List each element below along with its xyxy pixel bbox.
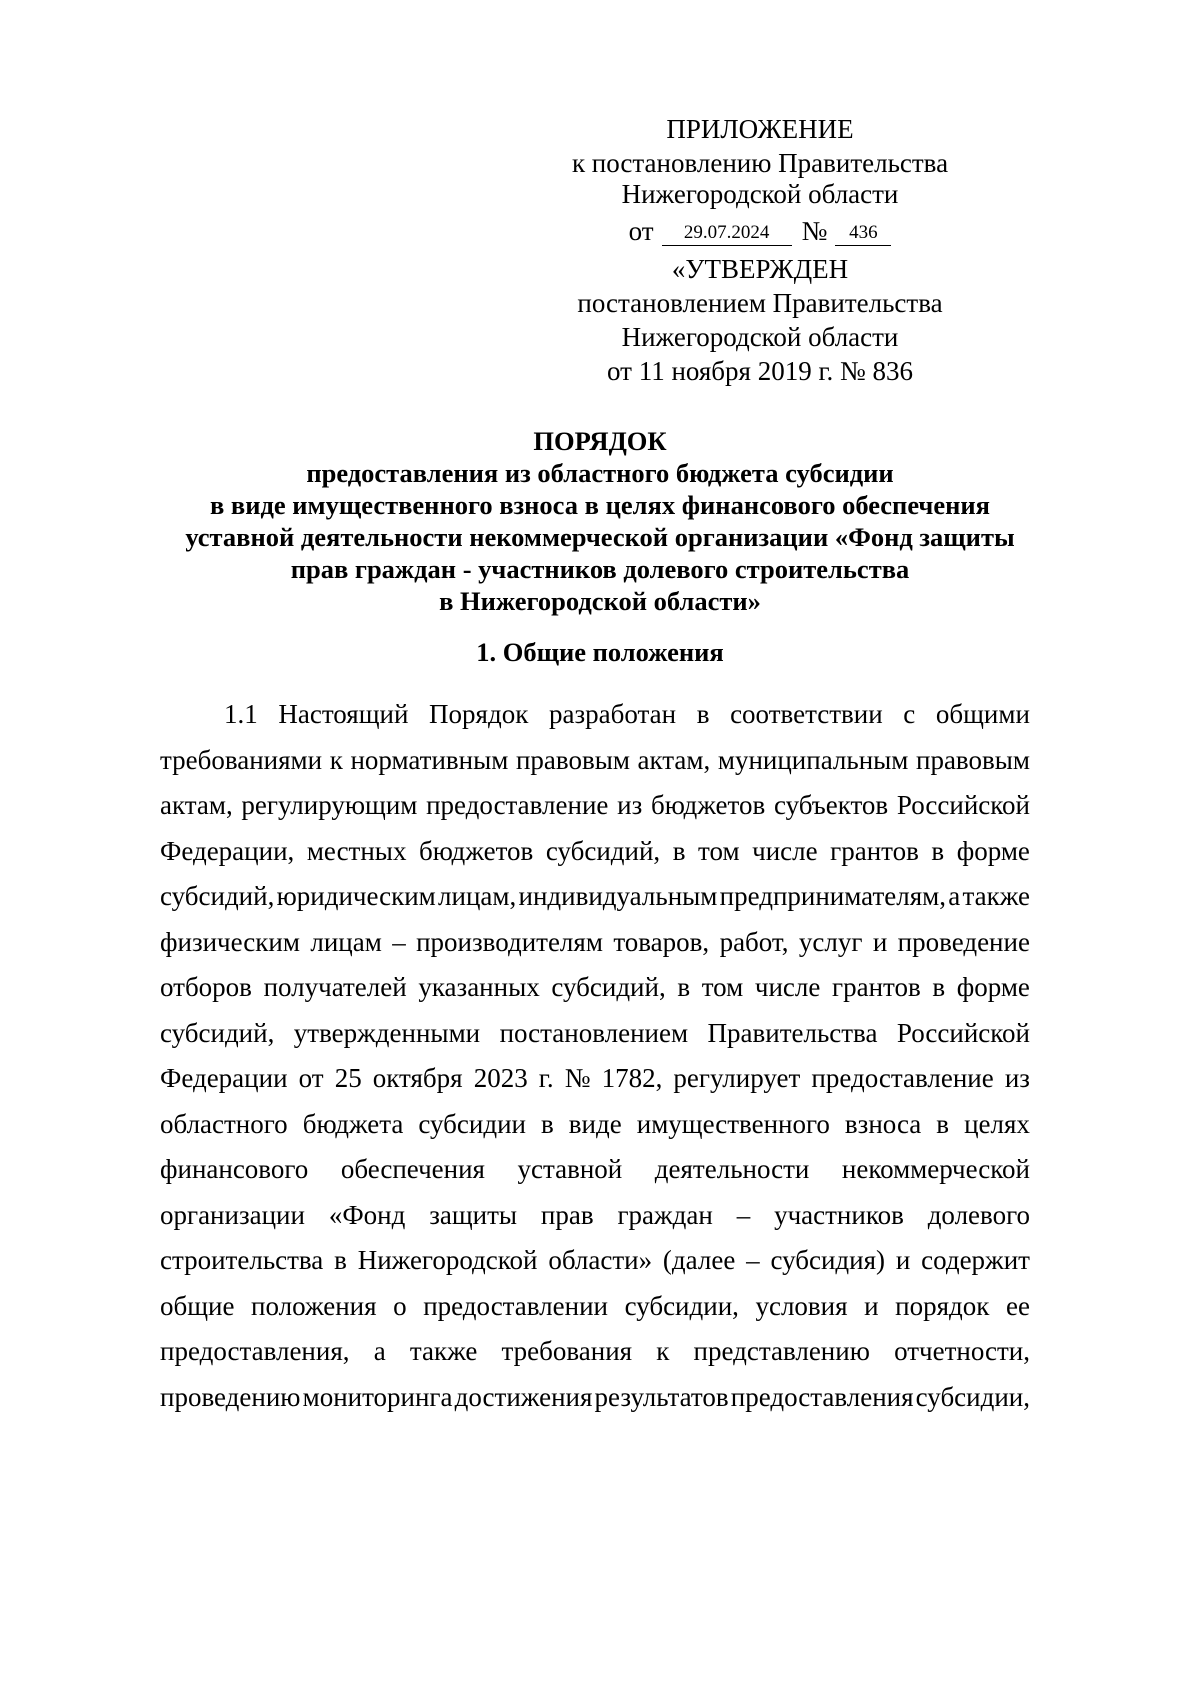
paragraph-line	[160, 876, 1030, 922]
appendix-title: ПРИЛОЖЕНИЕ	[666, 114, 854, 144]
decree-number-field: 436	[835, 221, 891, 246]
word: и	[864, 1290, 879, 1321]
title-heading: ПОРЯДОК	[533, 426, 667, 456]
paragraph-line	[160, 922, 1030, 968]
word: Правительства	[707, 1017, 878, 1048]
word: субсидия)	[770, 1245, 886, 1275]
approved-line-decree: постановлением Правительства	[577, 288, 943, 318]
word: предпринимателям,	[719, 881, 946, 911]
word: указанных	[418, 972, 540, 1002]
word: долевого	[927, 1199, 1030, 1230]
word: Российской	[896, 790, 1030, 820]
word: №	[564, 1063, 591, 1093]
appendix-line-decree: к постановлению Правительства	[571, 148, 949, 178]
title-line: в Нижегородской области»	[439, 586, 761, 616]
word: к	[329, 744, 343, 775]
word: 25	[334, 1063, 362, 1093]
word: обеспечения	[340, 1154, 485, 1184]
word: утвержденными	[293, 1017, 481, 1048]
word: результатов	[594, 1381, 729, 1412]
title-line: в виде имущественного взноса в целях финансового обеспечения	[209, 490, 991, 520]
paragraph-line	[160, 1104, 1030, 1150]
word: 1.1	[224, 699, 258, 729]
word: области»	[548, 1245, 653, 1275]
word: предоставление	[426, 790, 609, 820]
word: уставной	[517, 1154, 623, 1184]
word: соответствии	[730, 699, 883, 729]
word: грантов	[830, 835, 919, 866]
word: лицам,	[438, 881, 517, 911]
word: Российской	[896, 1017, 1030, 1048]
word: –	[736, 1199, 751, 1230]
paragraph-line	[160, 1195, 1030, 1241]
word: актам,	[637, 744, 711, 775]
paragraph-line	[160, 1331, 1030, 1377]
word: субсидий,	[160, 881, 275, 911]
word: в	[334, 1245, 347, 1275]
word: в	[932, 972, 946, 1002]
paragraph-line	[160, 1286, 1030, 1332]
approved-block	[560, 253, 960, 389]
word: том	[701, 972, 744, 1002]
word: а	[948, 881, 961, 911]
word: услуг	[798, 926, 863, 957]
word: граждан	[617, 1199, 713, 1230]
number-label: №	[801, 216, 828, 246]
word: работ,	[719, 926, 789, 957]
word: Федерации,	[160, 835, 295, 866]
paragraph-line	[160, 1013, 1030, 1059]
word: некоммерческой	[841, 1154, 1030, 1184]
word: –	[392, 926, 406, 957]
appendix-date-number-line	[560, 212, 960, 246]
word: отчетности,	[894, 1336, 1030, 1366]
word: субсидии,	[915, 1381, 1030, 1412]
word: в	[672, 835, 686, 866]
word: правовым	[916, 744, 1030, 775]
word: муниципальным	[717, 744, 909, 775]
word: мониторинга	[302, 1381, 453, 1412]
word: субсидий,	[545, 835, 661, 866]
word: предоставления,	[160, 1336, 350, 1366]
word: субсидий,	[160, 1017, 275, 1048]
word: субъектов	[773, 790, 889, 820]
word: достижения	[454, 1381, 593, 1412]
word: субсидий,	[551, 972, 666, 1002]
word: от	[298, 1063, 324, 1093]
word: разработан	[548, 699, 677, 729]
word: к	[656, 1336, 670, 1366]
word: отборов	[160, 972, 252, 1002]
word: виде	[568, 1108, 622, 1139]
word: Федерации	[160, 1063, 288, 1093]
word: областного	[160, 1108, 288, 1139]
word: субсидии	[418, 1108, 526, 1139]
word: бюджетов	[650, 790, 766, 820]
word: нормативным	[350, 744, 509, 775]
word: товаров,	[613, 926, 710, 957]
word: физическим	[160, 926, 300, 957]
word: лицам	[310, 926, 382, 957]
word: Нижегородской	[357, 1245, 538, 1275]
paragraph-line	[160, 694, 1030, 740]
word: целях	[964, 1108, 1030, 1139]
word: –	[746, 1245, 760, 1275]
word: общие	[160, 1290, 235, 1321]
word: проведение	[897, 926, 1030, 957]
word: индивидуальным	[518, 881, 718, 911]
word: требования	[501, 1336, 633, 1366]
word: г.	[538, 1063, 554, 1093]
word: Настоящий	[278, 699, 409, 729]
word: прав	[540, 1199, 594, 1230]
word: производителям	[416, 926, 603, 957]
paragraph-line	[160, 1149, 1030, 1195]
word: финансового	[160, 1154, 309, 1184]
word: из	[617, 790, 643, 820]
paragraph-1-1	[160, 694, 1030, 1422]
word: числе	[754, 972, 821, 1002]
title-line: уставной деятельности некоммерческой организации «Фонд защиты	[185, 522, 1015, 552]
word: 2023	[473, 1063, 528, 1093]
word: представлению	[693, 1336, 870, 1366]
word: «Фонд	[328, 1199, 406, 1230]
paragraph-line	[160, 967, 1030, 1013]
word: регулирующим	[241, 790, 418, 820]
word: (далее	[662, 1245, 736, 1275]
appendix-block	[560, 114, 960, 246]
word: организации	[160, 1199, 305, 1230]
approved-line-region: Нижегородской области	[621, 322, 899, 352]
paragraph-line	[160, 1240, 1030, 1286]
word: форме	[956, 835, 1030, 866]
word: предоставление	[811, 1063, 994, 1093]
paragraph-line	[160, 831, 1030, 877]
word: также	[962, 881, 1030, 911]
paragraph-line	[160, 1377, 1030, 1423]
word: также	[409, 1336, 478, 1366]
word: местных	[306, 835, 407, 866]
word: деятельности	[654, 1154, 810, 1184]
word: в	[931, 835, 945, 866]
word: участников	[774, 1199, 904, 1230]
title-line: предоставления из областного бюджета субсидии	[306, 458, 894, 488]
word: получателей	[263, 972, 407, 1002]
word: о	[393, 1290, 407, 1321]
word: предоставления	[730, 1381, 914, 1412]
paragraph-line	[160, 785, 1030, 831]
word: условия	[755, 1290, 848, 1321]
paragraph-line	[160, 1058, 1030, 1104]
word: с	[903, 699, 916, 729]
word: защиты	[429, 1199, 518, 1230]
word: числе	[752, 835, 818, 866]
word: проведению	[160, 1381, 301, 1412]
word: актам,	[160, 790, 233, 820]
decree-date-field: 29.07.2024	[662, 221, 792, 246]
word: форме	[956, 972, 1030, 1002]
approved-title: «УТВЕРЖДЕН	[671, 254, 849, 284]
word: и	[872, 926, 888, 957]
word: предоставлении	[423, 1290, 608, 1321]
word: бюджета	[302, 1108, 404, 1139]
word: ее	[1005, 1290, 1030, 1321]
word: и	[895, 1245, 911, 1275]
title-line: прав граждан - участников долевого строительства	[290, 554, 910, 584]
word: постановлением	[499, 1017, 689, 1048]
word: юридическим	[276, 881, 436, 911]
word: октября	[372, 1063, 463, 1093]
word: порядок	[895, 1290, 990, 1321]
appendix-line-region: Нижегородской области	[621, 179, 899, 209]
word: грантов	[832, 972, 921, 1002]
word: субсидии,	[624, 1290, 739, 1321]
word: положения	[251, 1290, 377, 1321]
word: а	[373, 1336, 386, 1366]
word: Порядок	[429, 699, 529, 729]
word: имущественного	[636, 1108, 830, 1139]
word: общими	[935, 699, 1030, 729]
word: в	[696, 699, 710, 729]
approved-line-date: от 11 ноября 2019 г. № 836	[607, 356, 913, 386]
paragraph-line	[160, 740, 1030, 786]
word: правовым	[515, 744, 630, 775]
word: взноса	[844, 1108, 922, 1139]
from-label: от	[628, 216, 654, 246]
document-title	[160, 425, 1040, 617]
word: в	[541, 1108, 554, 1139]
word: требованиями	[160, 744, 323, 775]
word: строительства	[160, 1245, 324, 1275]
word: том	[698, 835, 740, 866]
word: в	[677, 972, 691, 1002]
word: из	[1004, 1063, 1030, 1093]
word: 1782,	[601, 1063, 663, 1093]
word: содержит	[921, 1245, 1030, 1275]
word: бюджетов	[419, 835, 534, 866]
word: регулирует	[673, 1063, 801, 1093]
word: в	[936, 1108, 950, 1139]
section-heading: 1. Общие положения	[476, 637, 724, 667]
